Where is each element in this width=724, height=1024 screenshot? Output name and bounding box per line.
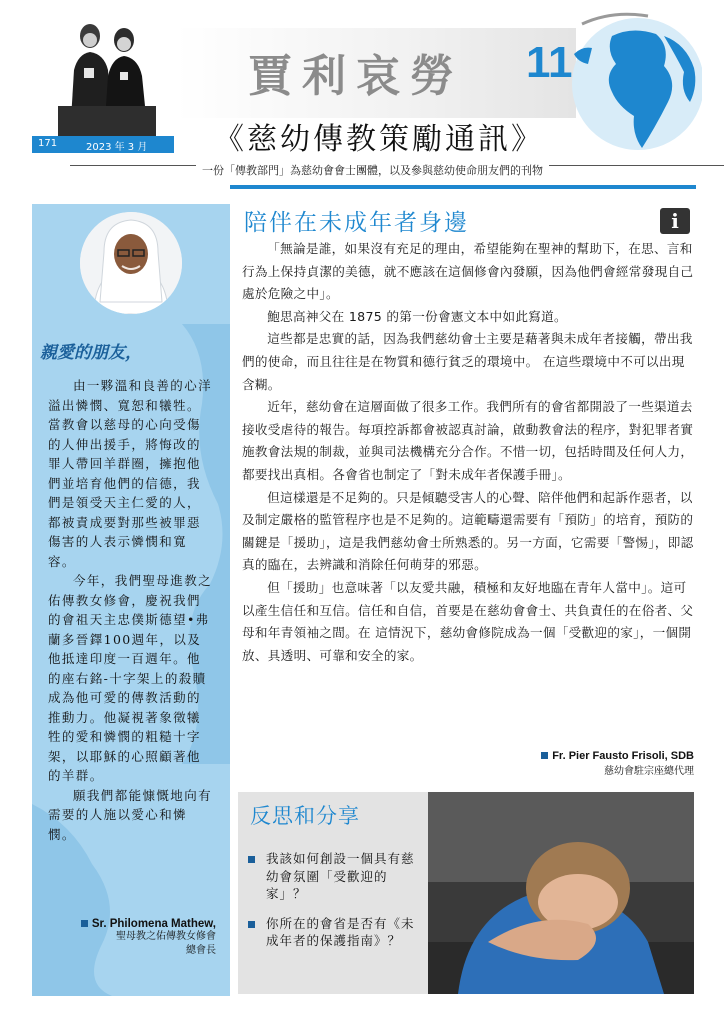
article-paragraph: 這些都是忠實的話，因為我們慈幼會士主要是藉著與未成年者接觸，帶出我們的使命，而且往往是在物質和德行貧乏的環境中。 在這些環境中不可以出現含糊。	[242, 331, 693, 392]
article-paragraph: 近年，慈幼會在這層面做了很多工作。我們所有的會省都開設了一些渠道去接收受虐待的報告。每項控訴都會被認真討論，啟動教會法的程序，對犯罪者實施教會法規的制裁，並與司法機構充分合作。不惜一切，包括時間及任何人力，都要找出真相。各會省也制定了「對未成年者保護手冊」。	[242, 399, 694, 482]
letter-paragraph: 願我們都能慷慨地向有需要的人施以愛心和憐憫。	[48, 787, 213, 842]
letter-paragraph: 由一夥溫和良善的心洋溢出憐憫、寬恕和犧牲。當教會以慈母的心向受傷的人伸出援手，將悔改的罪人帶回羊群圈，擁抱他們並培育他們的信德，我們是領受天主仁愛的人，都被責成要對那些被罪惡傷害的人表示憐憫和寬容。	[48, 378, 213, 569]
letter-salutation: 親愛的朋友，	[40, 343, 142, 363]
letter-signature-title: 總會長	[186, 945, 216, 956]
masthead-number: 11	[526, 38, 573, 87]
reflection-item: 你所在的會省是否有《未成年者的保護指南》？	[248, 915, 420, 950]
letter-signature-role: 聖母教之佑傳教女修會	[116, 931, 216, 942]
article-body	[242, 238, 694, 667]
letter-signature	[44, 918, 216, 958]
letter-paragraph: 今年，我們聖母進教之佑傳教女修會，慶祝我們的會祖天主忠僕斯德望•弗蘭多晉鐸100週年，以及他抵達印度一百週年。他的座右銘-十字架上的殺贖成為他可愛的傳教活動的推動力。他凝視著象徵犧牲的愛和憐憫的粗糙十字架，以耶穌的心照顧著他的羊群。	[48, 573, 213, 783]
masthead-title: 賈利哀勞	[248, 51, 464, 102]
reflection-photo	[428, 792, 694, 994]
reflection-title: 反思和分享	[250, 804, 360, 828]
article-signature-name: Fr. Pier Fausto Frisoli, SDB	[420, 750, 694, 762]
article-paragraph: 鮑思高神父在 1875 的第一份會憲文本中如此寫道。	[267, 308, 567, 324]
tagline: 一份「傳教部門」為慈幼會會士團體，以及參與慈幼使命朋友們的刊物	[196, 162, 549, 178]
article-paragraph: 但「援助」也意味著「以友愛共融，積極和友好地臨在青年人當中」。這可以產生信任和互信。信任和自信，首要是在慈幼會會士、共負責任的在俗者、父母和年青領袖之間。在 這情況下，慈幼會修院成為一個「受歡迎的家」，一個開放、具透明、可靠和安全的家。	[242, 579, 694, 663]
issue-number: 171	[38, 138, 58, 149]
article-paragraph: 「無論是誰，如果沒有充足的理由，希望能夠在聖神的幫助下，在思、言和行為上保持貞潔的美德，就不應該在這個修會內發願，因為他們會經常發現自己處於危險之中」。	[242, 241, 694, 302]
article-signature	[420, 750, 694, 777]
letter-signature-name: Sr. Philomena Mathew,	[44, 918, 216, 930]
header-accent-bar	[230, 185, 696, 189]
reflection-item: 我該如何創設一個具有慈幼會氛圍「受歡迎的家」？	[248, 850, 420, 903]
globe-graphic	[552, 6, 702, 164]
masthead-subtitle: 《慈幼傳教策勵通訊》	[214, 122, 544, 157]
article-paragraph: 但這樣還是不足夠的。只是傾聽受害人的心聲、陪伴他們和起訴作惡者，以及制定嚴格的監管程序也是不足夠的。這範疇還需要有「預防」的培育，預防的關鍵是「援助」，這是我們慈幼會士所熟悉的。另一方面，它需要「警惕」，即認真的臨在，去辨識和消除任何萌芽的邪惡。	[242, 489, 694, 573]
info-icon: i	[660, 208, 690, 234]
historic-photo	[38, 10, 176, 136]
letter-body	[48, 376, 212, 844]
article-signature-role: 慈幼會駐宗座總代理	[604, 766, 694, 777]
author-portrait	[80, 212, 182, 314]
article-title: 陪伴在未成年者身邊	[244, 210, 469, 236]
issue-date-bar	[32, 136, 174, 153]
issue-date: 2023 年 3 月	[86, 142, 148, 153]
reflection-list	[248, 850, 420, 962]
